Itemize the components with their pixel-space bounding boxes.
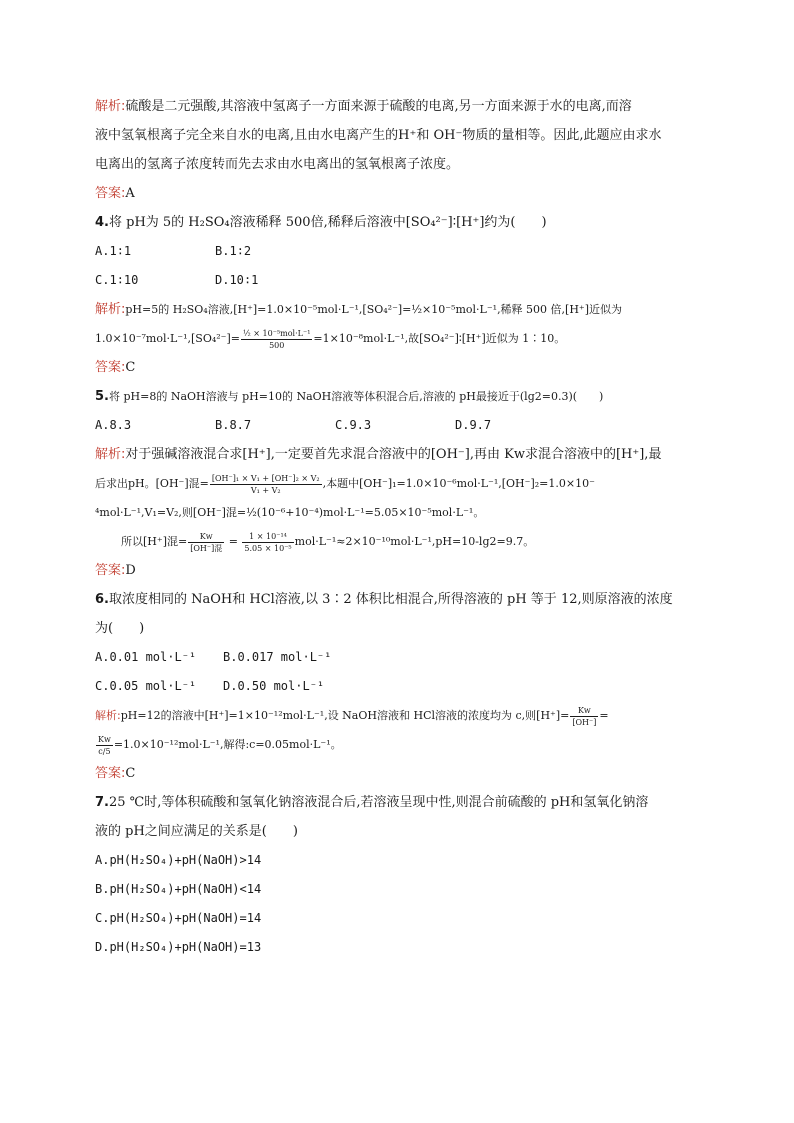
fraction-denominator: V₁ + V₂: [250, 485, 281, 495]
fraction-numerator: Kw: [98, 734, 111, 744]
explanation-block-q3: [95, 92, 695, 208]
answer-value: C: [125, 360, 136, 375]
answer-label: 答案:: [95, 360, 126, 375]
fraction-denominator: [OH⁻]: [572, 717, 597, 727]
fraction-denominator: [OH⁻]混: [190, 543, 223, 553]
explain-text: 硫酸是二元强酸,其溶液中氢离子一方面来源于硫酸的电离,另一方面来源于水的电离,而溶: [125, 99, 632, 114]
fraction-denominator: 5.05 × 10⁻⁵: [244, 543, 292, 553]
explain-text: =1×10⁻⁸mol·L⁻¹,故[SO₄²⁻]∶[H⁺]近似为 1∶10。: [313, 332, 566, 345]
option-a: A.8.3: [95, 418, 132, 432]
explain-text: 电离出的氢离子浓度转而先去求由水电离出的氢氧根离子浓度。: [95, 157, 460, 172]
question-stem: 为( ): [95, 621, 145, 636]
explain-text: 1.0×10⁻⁷mol·L⁻¹,[SO₄²⁻]=: [95, 332, 240, 345]
fraction: [241, 328, 312, 351]
option-a: A.0.01 mol·L⁻¹: [95, 650, 197, 664]
question-6: [95, 585, 695, 788]
explain-label: 解析:: [95, 447, 126, 462]
answer-label: 答案:: [95, 563, 126, 578]
explain-label: 解析:: [95, 709, 121, 722]
option-d: D.10∶1: [215, 273, 259, 287]
explain-text: =: [599, 709, 609, 722]
fraction-numerator: [OH⁻]₁ × V₁ + [OH⁻]₂ × V₂: [211, 473, 320, 483]
explain-text: 后求出pH。[OH⁻]混=: [95, 477, 209, 490]
answer-value: C: [125, 766, 136, 781]
fraction-numerator: Kw: [188, 531, 224, 543]
fraction-numerator: Kw: [570, 705, 598, 717]
explain-text: pH=12的溶液中[H⁺]=1×10⁻¹²mol·L⁻¹,设 NaOH溶液和 HCl溶液的浓度均为 c,则[H⁺]=: [120, 709, 570, 722]
explain-text: =1.0×10⁻¹²mol·L⁻¹,解得:c=0.05mol·L⁻¹。: [113, 738, 342, 751]
document-page: [95, 92, 695, 962]
explain-text: 所以[H⁺]混=: [121, 535, 188, 548]
fraction-denominator: c/5: [98, 746, 111, 756]
option-d: D.9.7: [455, 418, 492, 432]
explain-text: pH=5的 H₂SO₄溶液,[H⁺]=1.0×10⁻⁵mol·L⁻¹,[SO₄²⁻]=½×10⁻⁵mol·L⁻¹,稀释 500 倍,[H⁺]近似为: [125, 303, 623, 316]
question-number: 6.: [95, 592, 109, 607]
option-b: B.1∶2: [215, 244, 252, 258]
option-c: C.0.05 mol·L⁻¹: [95, 679, 197, 693]
question-4: [95, 208, 695, 382]
option-b: B.0.017 mol·L⁻¹: [223, 650, 332, 664]
explain-text: 液中氢氧根离子完全来自水的电离,且由水电离产生的H⁺和 OH⁻物质的量相等。因此,此题应由求水: [95, 128, 662, 143]
fraction-numerator: ½ × 10⁻⁵mol·L⁻¹: [243, 328, 311, 338]
question-number: 7.: [95, 795, 109, 810]
question-stem: 将 pH=8的 NaOH溶液与 pH=10的 NaOH溶液等体积混合后,溶液的 pH最接近于(lg2=0.3)( ): [108, 390, 604, 403]
fraction: [210, 473, 322, 496]
fraction: [570, 705, 598, 728]
option-c: C.1∶10: [95, 273, 139, 287]
option-d: D.0.50 mol·L⁻¹: [223, 679, 325, 693]
question-stem: 取浓度相同的 NaOH和 HCl溶液,以 3∶2 体积比相混合,所得溶液的 pH 等于 12,则原溶液的浓度: [108, 592, 673, 607]
question-number: 4.: [95, 215, 109, 230]
explain-label: 解析:: [95, 99, 126, 114]
explain-text: ⁴mol·L⁻¹,V₁=V₂,则[OH⁻]混=½(10⁻⁶+10⁻⁴)mol·L⁻¹=5.05×10⁻⁵mol·L⁻¹。: [95, 506, 485, 519]
question-number: 5.: [95, 389, 109, 404]
option-c: C.9.3: [335, 418, 372, 432]
question-7: [95, 788, 695, 962]
question-stem: 液的 pH之间应满足的关系是( ): [95, 824, 298, 839]
option-a: A.1∶1: [95, 244, 132, 258]
option-b: B.pH(H₂SO₄)+pH(NaOH)<14: [95, 882, 262, 896]
fraction-denominator: 500: [269, 340, 285, 350]
fraction: [242, 531, 293, 554]
question-5: 5.将 pH=8的 NaOH溶液与 pH=10的 NaOH溶液等体积混合后,溶液的 pH最接近于(lg2=0.3)( ) A.8.3 B.8.7 C.9.3 D.9.7 解析:对于强碱溶液混合求[H⁺],一定要首先求混合溶液中的[OH⁻],再由 Kw求混合溶液中的[H⁺],最 后求出pH。[OH⁻]混= $\frac{\text{[OH⁻]₁ × V₁ + [OH⁻]₂ × V₂}}{\text{V₁ + V₂}}$ ,本题中[OH⁻]₁=1.0×10⁻⁶mol·L⁻¹,[OH⁻]₂=1.0×10⁻ ⁴mol·L⁻¹,V₁=V₂,则[OH⁻]混=½(10⁻⁶+10⁻⁴)mol·L⁻¹=5.05×10⁻⁵mol·L⁻¹。 所以[H⁺]混= $\frac{Kw}{\text{[OH⁻]混}}$ = $\frac{\text{1 × 10⁻¹⁴}}{\text{5.05 × 10⁻⁵}}$ mol·L⁻¹≈2×10⁻¹⁰mol·L⁻¹,pH=10-lg2=9.7。 答案:D: [95, 382, 695, 585]
answer-value: D: [125, 563, 136, 578]
explain-text: ,本题中[OH⁻]₁=1.0×10⁻⁶mol·L⁻¹,[OH⁻]₂=1.0×10⁻: [322, 477, 595, 490]
option-d: D.pH(H₂SO₄)+pH(NaOH)=13: [95, 940, 262, 954]
answer-value: A: [125, 186, 135, 201]
question-stem: 25 ℃时,等体积硫酸和氢氧化钠溶液混合后,若溶液呈现中性,则混合前硫酸的 pH和氢氧化钠溶: [108, 795, 649, 810]
option-c: C.pH(H₂SO₄)+pH(NaOH)=14: [95, 911, 262, 925]
fraction-numerator: 1 × 10⁻¹⁴: [242, 531, 293, 543]
fraction: [96, 734, 113, 757]
question-stem: 将 pH为 5的 H₂SO₄溶液稀释 500倍,稀释后溶液中[SO₄²⁻]∶[H⁺]约为( ): [108, 215, 547, 230]
option-a: A.pH(H₂SO₄)+pH(NaOH)>14: [95, 853, 262, 867]
fraction: [188, 531, 224, 554]
explain-text: 对于强碱溶液混合求[H⁺],一定要首先求混合溶液中的[OH⁻],再由 Kw求混合溶液中的[H⁺],最: [125, 447, 662, 462]
explain-text: mol·L⁻¹≈2×10⁻¹⁰mol·L⁻¹,pH=10-lg2=9.7。: [294, 535, 535, 548]
explain-label: 解析:: [95, 302, 126, 317]
answer-label: 答案:: [95, 186, 126, 201]
option-b: B.8.7: [215, 418, 252, 432]
answer-label: 答案:: [95, 766, 126, 781]
